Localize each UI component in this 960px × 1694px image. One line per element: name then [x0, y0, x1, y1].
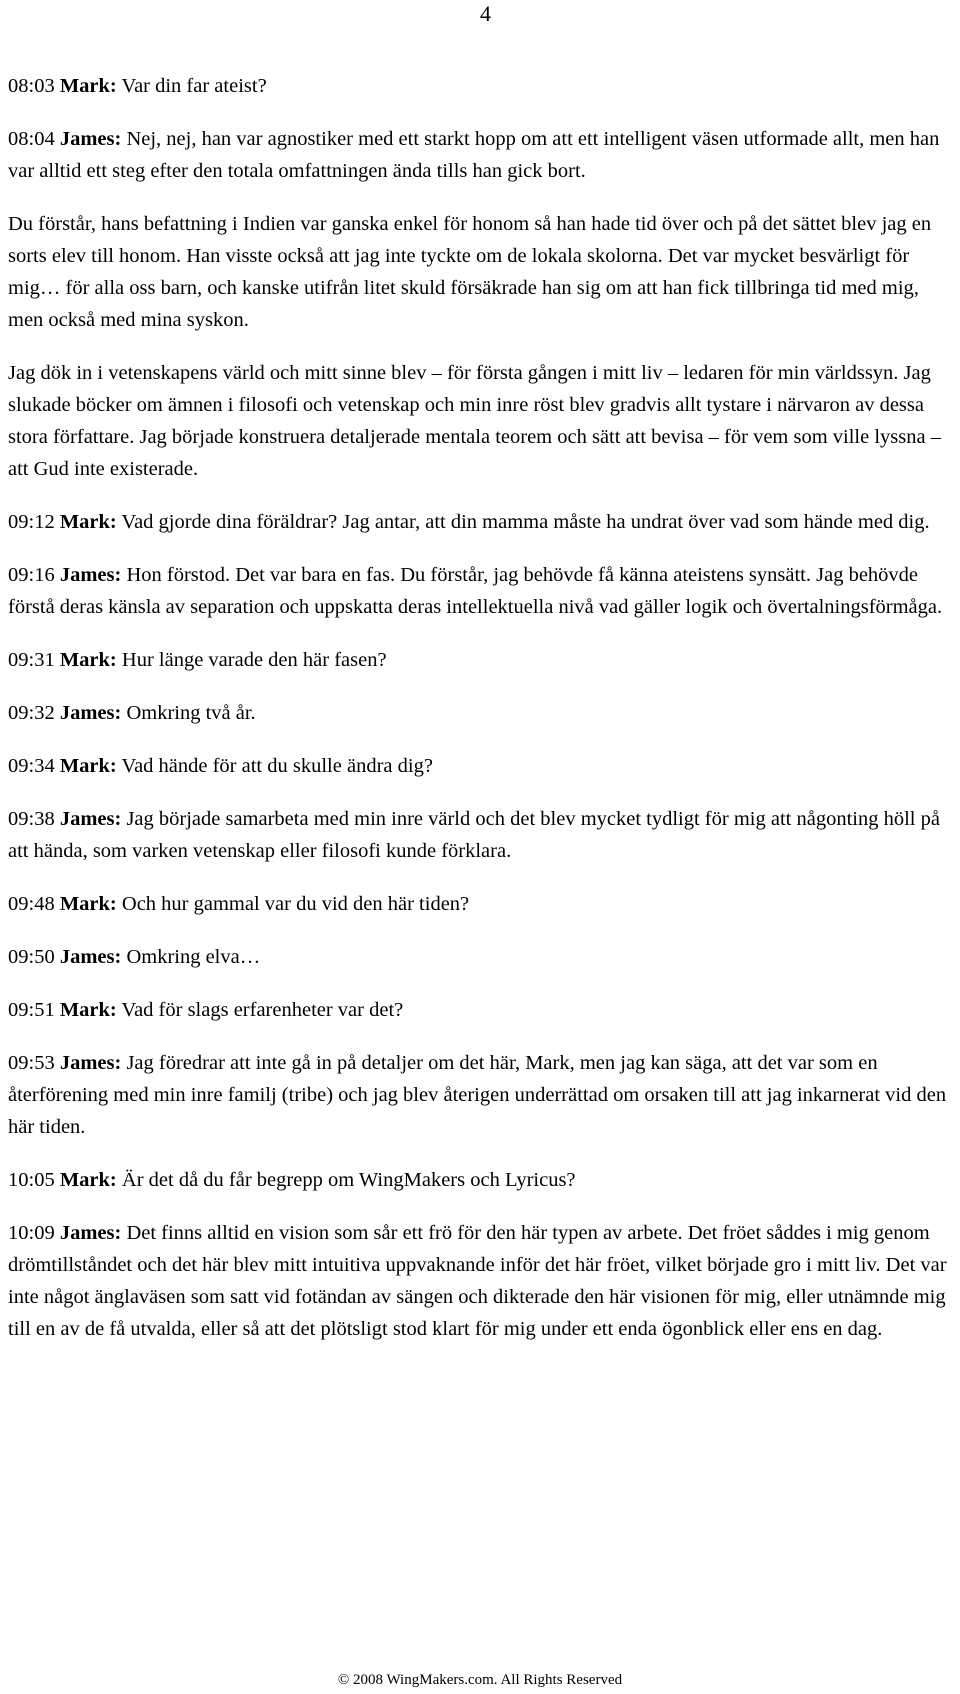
- paragraph-text: Är det då du får begrepp om WingMakers och Lyricus?: [121, 1169, 576, 1191]
- paragraph-text: Jag föredrar att inte gå in på detaljer om det här, Mark, men jag kan säga, att det var som en återförening med min inre familj (tribe) och jag blev återigen underrättad om orsaken till att jag inkarnerat vid den här tiden.: [8, 1052, 947, 1138]
- speaker-name: James:: [59, 946, 122, 968]
- timestamp: 10:05: [8, 1169, 55, 1191]
- paragraph-text: Och hur gammal var du vid den här tiden?: [121, 893, 470, 915]
- transcript-paragraph: [8, 803, 958, 867]
- timestamp: 09:16: [8, 564, 55, 586]
- paragraph-text: Vad för slags erfarenheter var det?: [121, 999, 404, 1021]
- speaker-name: James:: [59, 128, 122, 150]
- speaker-name: James:: [59, 702, 122, 724]
- paragraph-text: Omkring elva…: [126, 946, 261, 968]
- page-number: 4: [480, 1, 491, 26]
- timestamp: 09:31: [8, 649, 55, 671]
- transcript-paragraph: [8, 208, 958, 336]
- timestamp: 09:53: [8, 1052, 55, 1074]
- paragraph-text: Nej, nej, han var agnostiker med ett starkt hopp om att ett intelligent väsen utformade allt, men han var alltid ett steg efter den totala omfattningen ända tills han gick bort.: [8, 128, 940, 182]
- timestamp: 09:34: [8, 755, 55, 777]
- paragraph-text: Hon förstod. Det var bara en fas. Du förstår, jag behövde få känna ateistens synsätt. Jag behövde förstå deras känsla av separation och uppskatta deras intellektuella nivå vad gäller logik och övertalningsförmåga.: [8, 564, 943, 618]
- paragraph-text: Jag började samarbeta med min inre värld och det blev mycket tydligt för mig att någonting höll på att hända, som varken vetenskap eller filosofi kunde förklara.: [8, 808, 940, 862]
- speaker-name: James:: [59, 564, 122, 586]
- transcript-paragraph: [8, 70, 958, 102]
- speaker-name: James:: [59, 1052, 122, 1074]
- copyright-footer: © 2008 WingMakers.com. All Rights Reserved: [337, 1672, 623, 1688]
- transcript-paragraph: [8, 559, 958, 623]
- timestamp: 09:50: [8, 946, 55, 968]
- speaker-name: Mark:: [59, 649, 117, 671]
- transcript-paragraph: [8, 644, 958, 676]
- paragraph-text: Vad gjorde dina föräldrar? Jag antar, att din mamma måste ha undrat över vad som hände med dig.: [121, 511, 930, 533]
- speaker-name: James:: [59, 1222, 122, 1244]
- paragraph-text: Du förstår, hans befattning i Indien var ganska enkel för honom så han hade tid över och på det sättet blev jag en sorts elev till honom. Han visste också att jag inte tyckte om de lokala skolorna. Det var mycket besvärligt för mig… för alla oss barn, och kanske utifrån litet skuld försäkrade han sig om att han fick tillbringa tid med mig, men också med mina syskon.: [8, 213, 932, 331]
- transcript-paragraph: [8, 123, 958, 187]
- speaker-name: Mark:: [59, 1169, 117, 1191]
- transcript-paragraph: [8, 750, 958, 782]
- timestamp: 09:51: [8, 999, 55, 1021]
- transcript-body: [8, 70, 958, 1366]
- paragraph-text: Vad hände för att du skulle ändra dig?: [121, 755, 433, 777]
- timestamp: 09:48: [8, 893, 55, 915]
- speaker-name: James:: [59, 808, 122, 830]
- transcript-paragraph: [8, 1217, 958, 1345]
- transcript-paragraph: [8, 697, 958, 729]
- transcript-paragraph: [8, 1047, 958, 1143]
- transcript-paragraph: [8, 357, 958, 485]
- speaker-name: Mark:: [59, 755, 117, 777]
- paragraph-text: Hur länge varade den här fasen?: [121, 649, 387, 671]
- paragraph-text: Omkring två år.: [126, 702, 256, 724]
- transcript-paragraph: [8, 1164, 958, 1196]
- speaker-name: Mark:: [59, 893, 117, 915]
- timestamp: 10:09: [8, 1222, 55, 1244]
- paragraph-text: Det finns alltid en vision som sår ett frö för den här typen av arbete. Det fröet såddes i mig genom drömtillståndet och det här blev mitt intuitiva uppvaknande inför det här fröet, vilket började gro i mitt liv. Det var inte något änglaväsen som satt vid fotändan av sängen och dikterade den här visionen för mig, eller utnämnde mig till en av de få utvalda, eller så att det plötsligt stod klart för mig under ett enda ögonblick eller ens en dag.: [8, 1222, 947, 1340]
- paragraph-text: Var din far ateist?: [121, 75, 267, 97]
- transcript-paragraph: [8, 888, 958, 920]
- timestamp: 08:04: [8, 128, 55, 150]
- paragraph-text: Jag dök in i vetenskapens värld och mitt sinne blev – för första gången i mitt liv – ledaren för min världssyn. Jag slukade böcker om ämnen i filosofi och vetenskap och min inre röst blev gradvis allt tystare i närvaron av dessa stora författare. Jag började konstruera detaljerade mentala teorem och sätt att bevisa – för vem som ville lyssna – att Gud inte existerade.: [8, 362, 941, 480]
- speaker-name: Mark:: [59, 75, 117, 97]
- timestamp: 09:32: [8, 702, 55, 724]
- transcript-paragraph: [8, 941, 958, 973]
- timestamp: 09:12: [8, 511, 55, 533]
- timestamp: 09:38: [8, 808, 55, 830]
- speaker-name: Mark:: [59, 511, 117, 533]
- transcript-paragraph: [8, 994, 958, 1026]
- timestamp: 08:03: [8, 75, 55, 97]
- speaker-name: Mark:: [59, 999, 117, 1021]
- transcript-paragraph: [8, 506, 958, 538]
